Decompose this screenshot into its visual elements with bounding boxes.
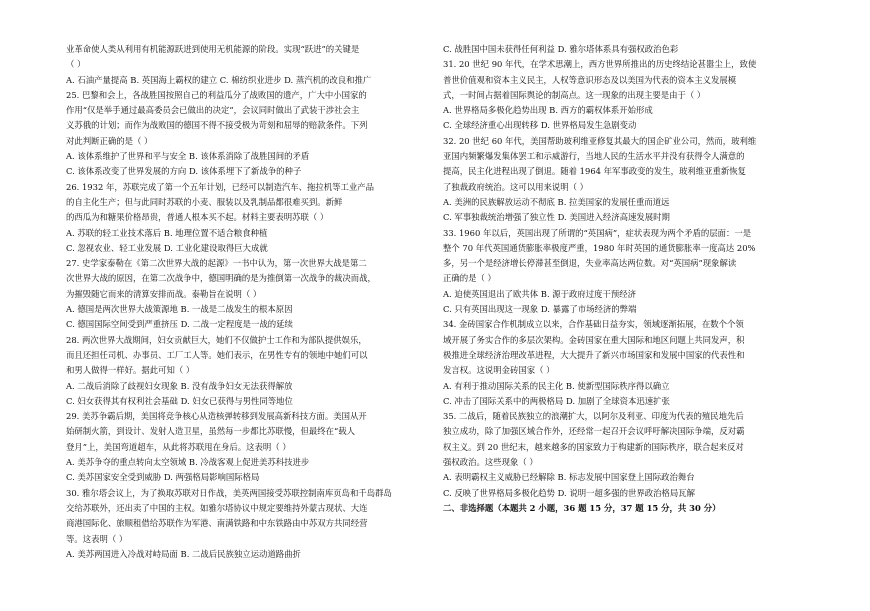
left-column-line: 商港国际化、旅顺租借给苏联作为军港、南满铁路和中东铁路由中苏双方共同经营 [66, 518, 368, 529]
right-column-line: 了独裁政府统治。这可以用来说明（ ） [443, 181, 589, 192]
right-column-line: 亚国内频繁爆发集体罢工和示威游行，当地人民的生活水平并没有获得令人满意的 [443, 151, 745, 162]
left-column-line: 义苏俄的计划；而作为战败国的德国不得不接受极为苛刻和屈辱的赔款条件。下列 [66, 120, 368, 131]
left-column-line: A. 美苏两国进入冷战对峙局面 B. 二战后民族独立运动道路曲折 [66, 548, 301, 559]
right-column-line: 极推进全球经济治理改革进程，大大提升了新兴市场国家和发展中国家的代表性和 [443, 349, 745, 360]
right-column-line: C. 只有英国出现这一现象 D. 暴露了市场经济的弊端 [443, 304, 637, 315]
right-column-line: 二、非选择题（本题共 2 小题，36 题 15 分，37 题 15 分，共 30 分） [443, 502, 721, 513]
right-column-line: C. 全球经济重心出现转移 D. 世界格局发生急剧变动 [443, 120, 637, 131]
left-column-line: 等。这表明（ ） [66, 533, 128, 544]
right-column-line: 34. 金砖国家合作机制成立以来，合作基础日益夯实，领域逐渐拓展，在数个个领 [443, 319, 744, 330]
right-column-line: 33. 1960 年以后，英国出现了所谓的“英国病”，症状表现为两个矛盾的层面：一是 [443, 227, 752, 238]
left-column-line: 始研制火箭，到设计、发射人造卫星，虽然每一步都比苏联慢，但最终在“载人 [66, 426, 356, 437]
left-column-line: 和男人做得一样好。据此可知（ ） [66, 365, 195, 376]
left-column-line: A. 美苏争夺的重点转向太空领域 B. 冷战客观上促进美苏科技进步 [66, 457, 310, 468]
left-column-line: A. 该体系维护了世界和平与安全 B. 该体系消除了战胜国间的矛盾 [66, 151, 310, 162]
left-column-line: C. 美苏国家安全受到威胁 D. 两强格局影响国际格局 [66, 472, 260, 483]
left-column-line: 为摧毁随它而来的清算安排而战。泰勒旨在说明（ ） [66, 288, 262, 299]
right-column-line: 正确的是（ ） [443, 273, 496, 284]
right-column-line: A. 美洲的民族解放运动不彻底 B. 拉美国家的发展任重而道远 [443, 196, 670, 207]
left-column-line: 30. 雅尔塔会议上，为了换取苏联对日作战，美英两国接受苏联控制南库页岛和千岛群岛 [66, 487, 392, 498]
right-column-line: 整个 70 年代英国通货膨胀率极度严重，1980 年时英国的通货膨胀率一度高达 20% [443, 242, 756, 253]
right-column-line: 提高，民主化进程出现了倒退。随着 1964 年军事政变的发生，玻利维亚重新恢复 [443, 166, 747, 177]
right-column [443, 42, 823, 516]
right-column-line: 权主义。到 20 世纪末，越来越多的国家致力于构建新的国际秩序，联合起来反对 [443, 441, 744, 452]
right-column-line: C. 军事独裁统治增强了独立性 D. 美国进入经济高速发展时期 [443, 212, 670, 223]
left-column-line: 29. 美苏争霸后期，美国将竞争核心从造核弹转移到发展高新科技方面。美国从开 [66, 411, 367, 422]
left-column-line: C. 该体系改变了世界发展的方向 D. 该体系埋下了新战争的种子 [66, 166, 302, 177]
left-column-line: C. 忽视农业、轻工业发展 D. 工业化建设取得巨大成就 [66, 242, 268, 253]
left-column-line: A. 二战后消除了歧视妇女现象 B. 没有战争妇女无法获得解放 [66, 380, 293, 391]
left-column-line: A. 苏联的轻工业技术落后 B. 地理位置不适合粮食种植 [66, 227, 268, 238]
right-column-line: 31. 20 世纪 90 年代，在学术思潮上，西方世界所推出的历史终结论甚嚣尘上，致使 [443, 59, 757, 70]
right-column-line: A. 有利于推动国际关系的民主化 B. 使新型国际秩序得以确立 [443, 380, 670, 391]
left-column-line: 的西瓜为和糖果价格昂贵，普通人根本买不起。材料主要表明苏联（ ） [66, 212, 329, 223]
right-column-line: 强权政治。这些现象（ ） [443, 457, 538, 468]
left-column-line: 登月”上，美国弯道超车，从此将苏联甩在身后。这表明（ ） [66, 441, 291, 452]
left-column-line: 25. 巴黎和会上，各战胜国按照自己的利益瓜分了战败国的遗产，广大中小国家的 [66, 89, 367, 100]
left-column-line: 27. 史学家泰勒在《第二次世界大战的起源》一书中认为，第一次世界大战是第二 [66, 258, 367, 269]
left-column-line: 的自主化生产；但与此同时苏联的小麦、服装以及乳制品都很难买到。新鲜 [66, 196, 343, 207]
right-column-line: 35. 二战后，随着民族独立的浪潮扩大，以阿尔及利亚、印度为代表的殖民地先后 [443, 411, 744, 422]
right-column-line: A. 世界格局多极化趋势出现 B. 西方的霸权体系开始形成 [443, 105, 653, 116]
right-column-line: 独立成功，除了加强区域合作外，还经常一起召开会议呼吁解决国际争端，反对霸 [443, 426, 745, 437]
right-column-line: 域开展了务实合作的多层次架构。金砖国家在重大国际和地区问题上共同发声，积 [443, 334, 745, 345]
right-column-line: 多，另一个是经济增长停滞甚至倒退，失业率高达两位数。对“英国病”现象解读 [443, 258, 737, 269]
left-column-line: 次世界大战的原因，在第二次战争中，德国明确的是为推倒第一次战争的裁决而战， [66, 273, 376, 284]
right-column-line: C. 冲击了国际关系中的两极格局 D. 加剧了全球资本迅速扩张 [443, 395, 670, 406]
right-column-line: A. 表明霸权主义威胁已经解除 B. 标志发展中国家登上国际政治舞台 [443, 472, 695, 483]
left-column-line: 交给苏联外，还出卖了中国的主权。如雅尔塔协议中规定要维持外蒙古现状、大连 [66, 502, 368, 513]
left-column-line: 对此判断正确的是（ ） [66, 135, 153, 146]
right-column-line: 发言权。这说明金砖国家（ ） [443, 365, 555, 376]
right-column-line: C. 战胜国中国未获得任何利益 D. 雅尔塔体系具有强权政治色彩 [443, 44, 679, 54]
left-column-line: C. 德国国际空间受到严重挤压 D. 二战一定程度是一战的延续 [66, 319, 293, 330]
left-column-line: 而且还担任司机、办事员、工厂工人等。她们表示，在男性专有的领地中她们可以 [66, 349, 368, 360]
left-column-line: 26. 1932 年，苏联完成了第一个五年计划，已经可以制造汽车、拖拉机等工业产品 [66, 181, 374, 192]
left-column [66, 42, 441, 562]
right-column-line: A. 迫使英国退出了欧共体 B. 源于政府过度干预经济 [443, 288, 637, 299]
left-column-line: （ ） [66, 59, 86, 70]
right-column-line: C. 反映了世界格局多极化趋势 D. 说明一超多强的世界政治格局瓦解 [443, 487, 695, 498]
right-column-line: 式，一时间占据着国际舆论的制高点。这一现象的出现主要是由于（ ） [443, 89, 706, 100]
left-column-line: A. 石油产量提高 B. 英国海上霸权的建立 C. 棉纺织业进步 D. 蒸汽机的改良和推广 [66, 74, 372, 85]
left-column-line: 28. 两次世界大战期间，妇女贡献巨大，她们不仅做护士工作和为部队提供娱乐， [66, 334, 367, 345]
left-column-line: C. 妇女获得其有权利社会基础 D. 妇女已获得与男性同等地位 [66, 395, 293, 406]
left-column-line: A. 德国是两次世界大战策源地 B. 一战是二战发生的根本原因 [66, 304, 293, 315]
right-column-line: 32. 20 世纪 60 年代，美国帮助玻利维亚修复其最大的国企矿业公司，然而，玻利维 [443, 135, 757, 146]
right-column-line: 普世价值观和资本主义民主，人权等意识形态及以美国为代表的资本主义发展模 [443, 74, 737, 85]
left-column-line: 作用“仅是举手通过最高委员会已做出的决定”，会议同时做出了武装干涉社会主 [66, 105, 360, 116]
left-column-line: 业革命使人类从利用有机能源跃进到使用无机能源的阶段。实现“跃进”的关键是 [66, 44, 360, 54]
